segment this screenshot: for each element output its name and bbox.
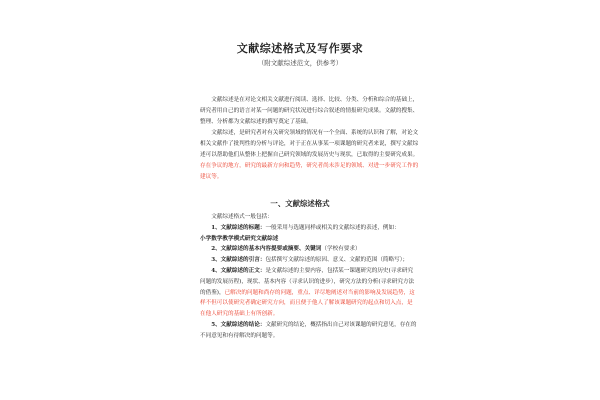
item-main-body-text: 是文献综述的主要内容，包括某一课题研究的历史(寻求研究问题的发展历程)，现状、基本内容（寻求认识的进步），研究方法的分析(寻求研究方法的借鉴)， <box>200 267 415 296</box>
item-abstract-text: （学校有要求） <box>321 246 361 253</box>
item-conclusion-label: 5、文献综述的结论： <box>211 321 266 328</box>
item-introduction-text: 包括撰写文献综述的原因、意义、文献的范围（简略写）； <box>265 257 409 264</box>
item-main-body <box>200 266 418 320</box>
item-conclusion-text: 文献研究的结论，概括指出自己对该课题的研究意见，存在的不同意见和有待解决的问题等。 <box>200 321 417 339</box>
item-conclusion <box>200 320 418 342</box>
item-main-body-highlight: 已解决的问题和尚存的问题，重点、详尽地阐述对当前的影响及发展趋势，这样不但可以使研究者确定研究方向，而且便于他人了解该课题研究的起点和切入点，是在他人研究的基础上有所创新。 <box>200 289 415 318</box>
section-lead: 文献综述格式一般包括： <box>211 214 273 220</box>
item-introduction <box>200 255 418 266</box>
intro-paragraph-2 <box>200 128 420 183</box>
section-heading: 一、文献综述格式 <box>270 199 330 208</box>
item-abstract-label: 2、文献综述的基本内容提要或摘要、关键词 <box>211 246 322 253</box>
item-title-example: 小学数学教学模式研究文献综述 <box>200 235 279 242</box>
intro-paragraph-2-highlight: 存在争议的地方，研究的最新方向和趋势，研究者尚未涉足的领域、对进一步研究工作的建议等。 <box>200 163 419 180</box>
item-title-label: 1、文献综述的标题： <box>211 224 266 231</box>
item-title <box>200 223 418 234</box>
intro-paragraph-2-text: 文献综述，是研究者对有关研究领域的情况有一个全面、系统的认识和了解，对论文相关文献作了批判性的分析与评论，对于正在从事某一项课题的研究者来说，撰写文献综述可以帮助他们从整体上把握自己研究领域的发展历史与现状，已取得的主要研究成果。 <box>200 130 419 158</box>
item-abstract <box>200 244 418 255</box>
item-introduction-label: 3、文献综述的引言： <box>211 257 266 264</box>
item-main-body-label: 4、文献综述的正文： <box>211 267 266 274</box>
document-subtitle: （附文献综述范文，供参考） <box>257 59 343 67</box>
intro-paragraph-1: 文献综述是在对论文相关文献进行阅读、选择、比较、分类、分析和综合的基础上，研究者用自己的语言对某一问题的研究状况进行综合叙述的情报研究成果。文献的搜集、整理、分析都为文献综述的撰写奠定了基础。 <box>200 97 419 125</box>
document-title: 文献综述格式及写作要求 <box>236 42 364 55</box>
item-title-text: 一般采用与选题同样或相关的文献综述的表述，例如： <box>265 224 400 231</box>
section-body <box>200 212 418 342</box>
intro-section <box>200 95 420 183</box>
